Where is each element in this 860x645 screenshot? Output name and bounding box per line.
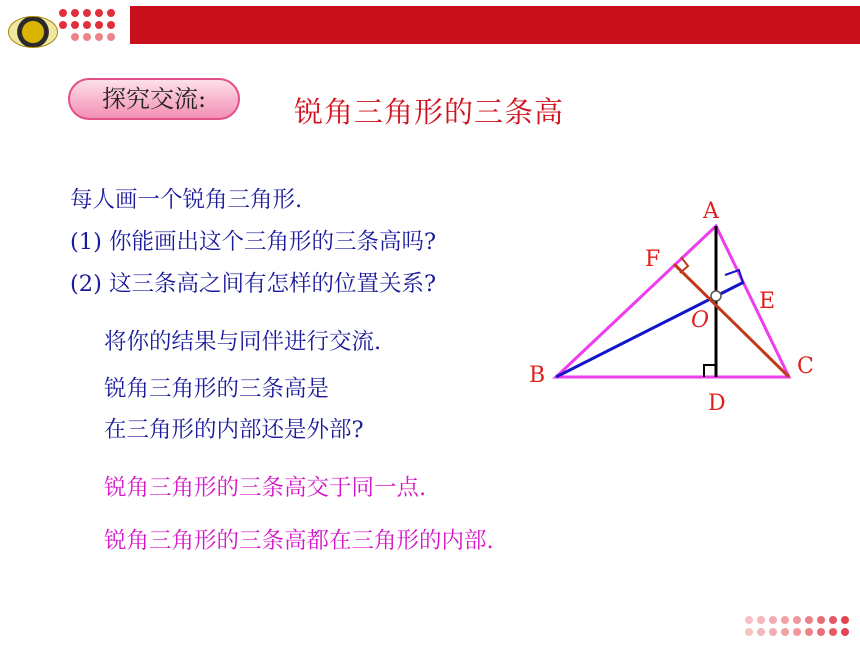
question-3-line1: 锐角三角形的三条高是	[104, 376, 330, 402]
foot-label-e: E	[759, 289, 776, 314]
decorative-dots-bottom-icon	[744, 613, 856, 641]
question-3-line2: 在三角形的内部还是外部?	[104, 417, 364, 443]
foot-label-f: F	[645, 247, 661, 272]
answer-1: 锐角三角形的三条高交于同一点.	[104, 475, 427, 501]
vertex-label-b: B	[529, 363, 546, 388]
instruction-line: 每人画一个锐角三角形.	[70, 187, 303, 213]
section-badge: 探究交流:	[68, 78, 240, 120]
orthocenter-point	[711, 291, 721, 301]
right-angle-e	[725, 270, 743, 283]
foot-label-d: D	[708, 391, 726, 416]
question-2: (2) 这三条高之间有怎样的位置关系?	[70, 271, 437, 297]
question-1: (1) 你能画出这个三角形的三条高吗?	[70, 229, 437, 255]
triangle-abc	[556, 226, 789, 377]
right-angle-d	[704, 365, 716, 377]
discussion-line: 将你的结果与同伴进行交流.	[104, 329, 382, 355]
page-title: 锐角三角形的三条高	[294, 95, 565, 129]
answer-2: 锐角三角形的三条高都在三角形的内部.	[104, 528, 494, 554]
orthocenter-label-o: O	[691, 308, 710, 333]
vertex-label-c: C	[797, 354, 814, 379]
vertex-label-a: A	[703, 199, 719, 224]
